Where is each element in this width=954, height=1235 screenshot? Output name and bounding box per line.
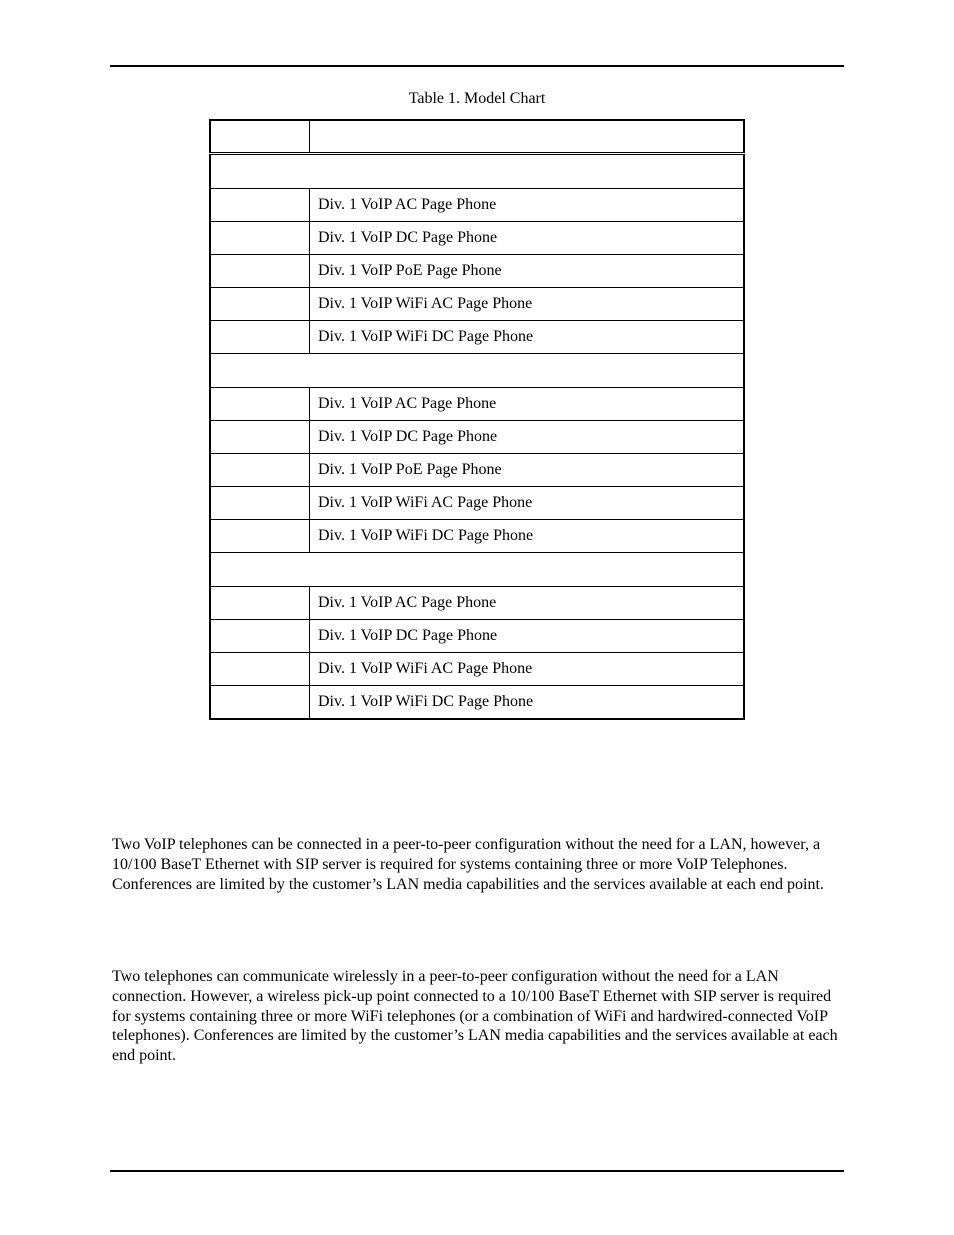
table-group-row	[210, 553, 744, 587]
description-cell: Div. 1 VoIP DC Page Phone	[310, 222, 745, 255]
model-cell	[210, 255, 310, 288]
table-row	[210, 454, 744, 487]
table-group-row	[210, 354, 744, 388]
model-chart-table	[209, 119, 745, 720]
model-cell	[210, 653, 310, 686]
table-header-row	[210, 120, 744, 154]
model-cell	[210, 487, 310, 520]
table-row	[210, 255, 744, 288]
group-label-cell	[210, 553, 744, 587]
description-cell: Div. 1 VoIP DC Page Phone	[310, 421, 745, 454]
description-cell: Div. 1 VoIP AC Page Phone	[310, 587, 745, 620]
table-row	[210, 288, 744, 321]
paragraph-wifi-peer-to-peer: Two telephones can communicate wirelessly in a peer-to-peer configuration without the need for a LAN connection. However, a wireless pick-up point connected to a 10/100 BaseT Ethernet with SIP server is required for systems containing three or more WiFi telephones (or a combination of WiFi and hardwired-connected VoIP telephones). Conferences are limited by the customer’s LAN media capabilities and the services available at each end point.	[112, 968, 838, 1065]
model-cell	[210, 222, 310, 255]
model-cell	[210, 421, 310, 454]
description-cell: Div. 1 VoIP WiFi AC Page Phone	[310, 653, 745, 686]
header-cell-model	[210, 120, 310, 154]
table-row	[210, 520, 744, 553]
table-row	[210, 388, 744, 421]
model-cell	[210, 587, 310, 620]
description-cell: Div. 1 VoIP AC Page Phone	[310, 388, 745, 421]
description-cell: Div. 1 VoIP WiFi AC Page Phone	[310, 288, 745, 321]
description-cell: Div. 1 VoIP WiFi DC Page Phone	[310, 686, 745, 720]
table-row	[210, 222, 744, 255]
table-row	[210, 189, 744, 222]
table-row	[210, 686, 744, 720]
description-cell: Div. 1 VoIP PoE Page Phone	[310, 255, 745, 288]
table-row	[210, 653, 744, 686]
table-row	[210, 587, 744, 620]
description-cell: Div. 1 VoIP AC Page Phone	[310, 189, 745, 222]
model-cell	[210, 686, 310, 720]
table-row	[210, 321, 744, 354]
header-cell-description	[310, 120, 745, 154]
description-cell: Div. 1 VoIP WiFi DC Page Phone	[310, 321, 745, 354]
paragraph-voip-peer-to-peer: Two VoIP telephones can be connected in a peer-to-peer configuration without the need for a LAN, however, a 10/100 BaseT Ethernet with SIP server is required for systems containing three or more VoIP Telephones. Conferences are limited by the customer’s LAN media capabilities and the services available at each end point.	[112, 836, 824, 893]
description-cell: Div. 1 VoIP PoE Page Phone	[310, 454, 745, 487]
description-cell: Div. 1 VoIP WiFi DC Page Phone	[310, 520, 745, 553]
model-cell	[210, 388, 310, 421]
table-row	[210, 487, 744, 520]
model-cell	[210, 288, 310, 321]
model-cell	[210, 321, 310, 354]
group-label-cell	[210, 354, 744, 388]
model-cell	[210, 454, 310, 487]
description-cell: Div. 1 VoIP DC Page Phone	[310, 620, 745, 653]
model-cell	[210, 189, 310, 222]
model-cell	[210, 620, 310, 653]
table-group-row	[210, 154, 744, 189]
table-row	[210, 620, 744, 653]
table-caption: Table 1. Model Chart	[408, 90, 546, 107]
description-cell: Div. 1 VoIP WiFi AC Page Phone	[310, 487, 745, 520]
header-rule	[110, 65, 844, 67]
group-label-cell	[210, 154, 744, 189]
table-row	[210, 421, 744, 454]
model-cell	[210, 520, 310, 553]
footer-rule	[110, 1170, 844, 1172]
